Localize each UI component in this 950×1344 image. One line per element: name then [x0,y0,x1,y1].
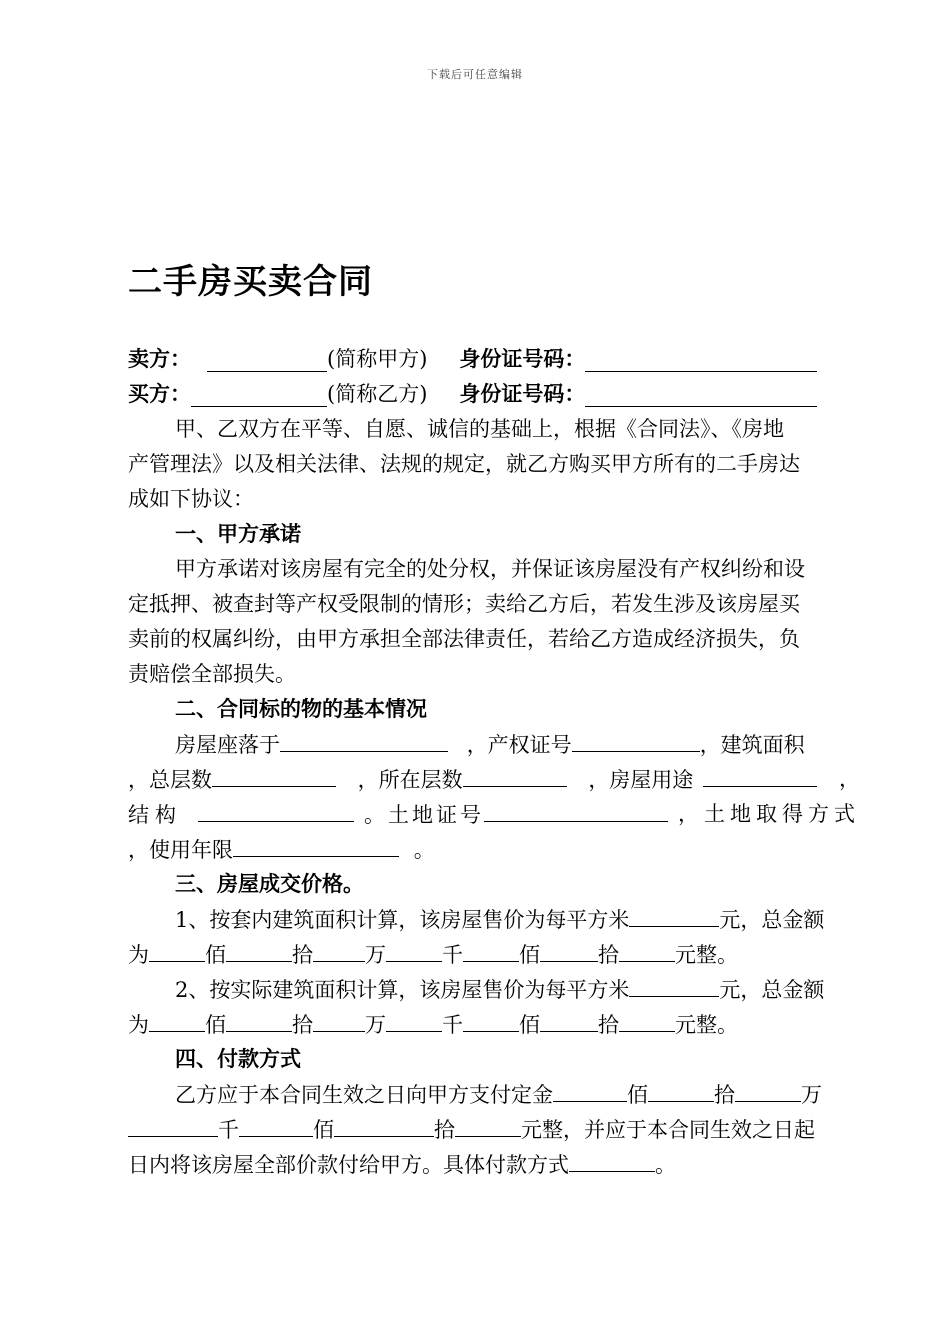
amount-blank[interactable] [226,1007,292,1032]
payment-method-label: 日内将该房屋全部价款付给甲方。具体付款方式 [128,1153,569,1177]
intro-line: 产管理法》以及相关法律、法规的规定，就乙方购买甲方所有的二手房达 [128,452,800,476]
unit-zheng: 元整。 [675,943,738,967]
amount-blank[interactable] [313,937,365,962]
cert-blank[interactable] [572,727,700,752]
amount-wei: 为 [128,1013,149,1037]
amount-blank[interactable] [540,1007,598,1032]
structure-label: 结构 [128,803,182,827]
payment-line [128,1147,860,1182]
price-line [128,972,860,1007]
amount-line [128,1007,860,1042]
amount-blank[interactable] [149,1007,205,1032]
unit-wan: 万 [365,1013,386,1037]
amount-wei: 为 [128,943,149,967]
seller-abbr: (简称甲方) [327,347,428,371]
years-blank[interactable] [233,832,399,857]
amount-blank[interactable] [149,937,205,962]
unit-qian: 千 [442,943,463,967]
unit-shi: 拾 [598,943,619,967]
intro-line: 成如下协议： [128,487,254,511]
unit-wan: 万 [365,943,386,967]
location-blank[interactable] [280,727,448,752]
intro-line: 甲、乙双方在平等、自愿、诚信的基础上，根据《合同法》、《房地 [175,417,784,441]
document-body [128,342,860,1182]
amount-blank[interactable] [226,937,292,962]
deposit-blank[interactable] [455,1112,521,1137]
land-cert-label: 。土地证号 [364,803,484,827]
unit-bai: 佰 [519,943,540,967]
amount-blank[interactable] [313,1007,365,1032]
period: 。 [655,1153,676,1177]
amount-line [128,937,860,972]
price-line [128,902,860,937]
unit-price-blank[interactable] [629,972,719,997]
location-label: 房屋座落于 [175,733,280,757]
floor-blank[interactable] [463,762,567,787]
years-label: ，使用年限 [128,838,233,862]
amount-blank[interactable] [386,937,442,962]
section-heading: 一、甲方承诺 [175,522,301,546]
area-label: ，建筑面积 [699,733,805,757]
deposit-blank[interactable] [239,1112,313,1137]
unit-bai: 佰 [205,943,226,967]
amount-blank[interactable] [619,937,675,962]
deposit-blank[interactable] [334,1112,434,1137]
deposit-blank[interactable] [128,1112,218,1137]
unit-bai: 佰 [519,1013,540,1037]
payment-method-blank[interactable] [569,1147,655,1172]
unit-shi: 拾 [434,1118,455,1142]
use-label: ，房屋用途 [588,768,694,792]
land-cert-blank[interactable] [484,797,668,822]
payment-line [128,1077,860,1112]
deposit-label: 乙方应于本合同生效之日向甲方支付定金 [175,1083,553,1107]
land-method-label: ，土地取得方式 [678,802,860,826]
total-label: 元，总金额 [719,908,825,932]
unit-zheng: 元整。 [675,1013,738,1037]
unit-shi: 拾 [714,1083,735,1107]
seller-line [128,342,860,377]
amount-blank[interactable] [540,937,598,962]
floors-label: ，总层数 [128,768,212,792]
amount-blank[interactable] [463,1007,519,1032]
unit-bai: 佰 [627,1083,648,1107]
unit-qian: 千 [218,1118,239,1142]
seller-id-blank[interactable] [585,347,817,372]
section1-line: 甲方承诺对该房屋有完全的处分权，并保证该房屋没有产权纠纷和设 [175,557,805,581]
amount-blank[interactable] [463,937,519,962]
unit-shi: 拾 [598,1013,619,1037]
unit-bai: 佰 [205,1013,226,1037]
payment-tail: 元整，并应于本合同生效之日起 [521,1118,815,1142]
unit-shi: 拾 [292,943,313,967]
comma: ， [838,767,860,791]
payment-line [128,1112,860,1147]
total-label: 元，总金额 [719,978,825,1002]
seller-label: 卖方： [128,347,191,371]
floor-label: ，所在层数 [357,768,463,792]
document-title: 二手房买卖合同 [128,262,373,302]
section-heading: 二、合同标的物的基本情况 [175,697,427,721]
deposit-blank[interactable] [553,1077,627,1102]
seller-id-label: 身份证号码： [459,347,586,371]
unit-bai: 佰 [313,1118,334,1142]
buyer-id-label: 身份证号码： [459,382,586,406]
amount-blank[interactable] [386,1007,442,1032]
section2-line [128,727,860,762]
use-blank[interactable] [703,762,817,787]
section1-line: 定抵押、被查封等产权受限制的情形；卖给乙方后，若发生涉及该房屋买 [128,592,800,616]
unit-price-blank[interactable] [629,902,719,927]
section1-line: 卖前的权属纠纷，由甲方承担全部法律责任，若给乙方造成经济损失，负 [128,627,800,651]
floors-blank[interactable] [212,762,336,787]
deposit-blank[interactable] [735,1077,801,1102]
deposit-blank[interactable] [648,1077,714,1102]
price-item-1: 1、按套内建筑面积计算，该房屋售价为每平方米 [175,908,630,932]
section2-line [128,797,860,832]
section2-line [128,832,860,867]
cert-label: ，产权证号 [466,733,572,757]
buyer-abbr: (简称乙方) [327,382,428,406]
unit-shi: 拾 [292,1013,313,1037]
period: 。 [413,838,435,862]
buyer-label: 买方： [128,382,191,406]
section-heading: 四、付款方式 [175,1047,301,1071]
header-note: 下载后可任意编辑 [427,68,523,81]
amount-blank[interactable] [619,1007,675,1032]
price-item-2: 2、按实际建筑面积计算，该房屋售价为每平方米 [175,978,630,1002]
buyer-line [128,377,860,412]
section-heading: 三、房屋成交价格。 [175,872,364,896]
buyer-name-blank[interactable] [191,382,327,407]
structure-blank[interactable] [198,797,354,822]
section2-line [128,762,860,797]
buyer-id-blank[interactable] [585,382,817,407]
unit-qian: 千 [442,1013,463,1037]
section1-line: 责赔偿全部损失。 [128,662,296,686]
seller-name-blank[interactable] [207,347,327,372]
unit-wan: 万 [801,1083,822,1107]
